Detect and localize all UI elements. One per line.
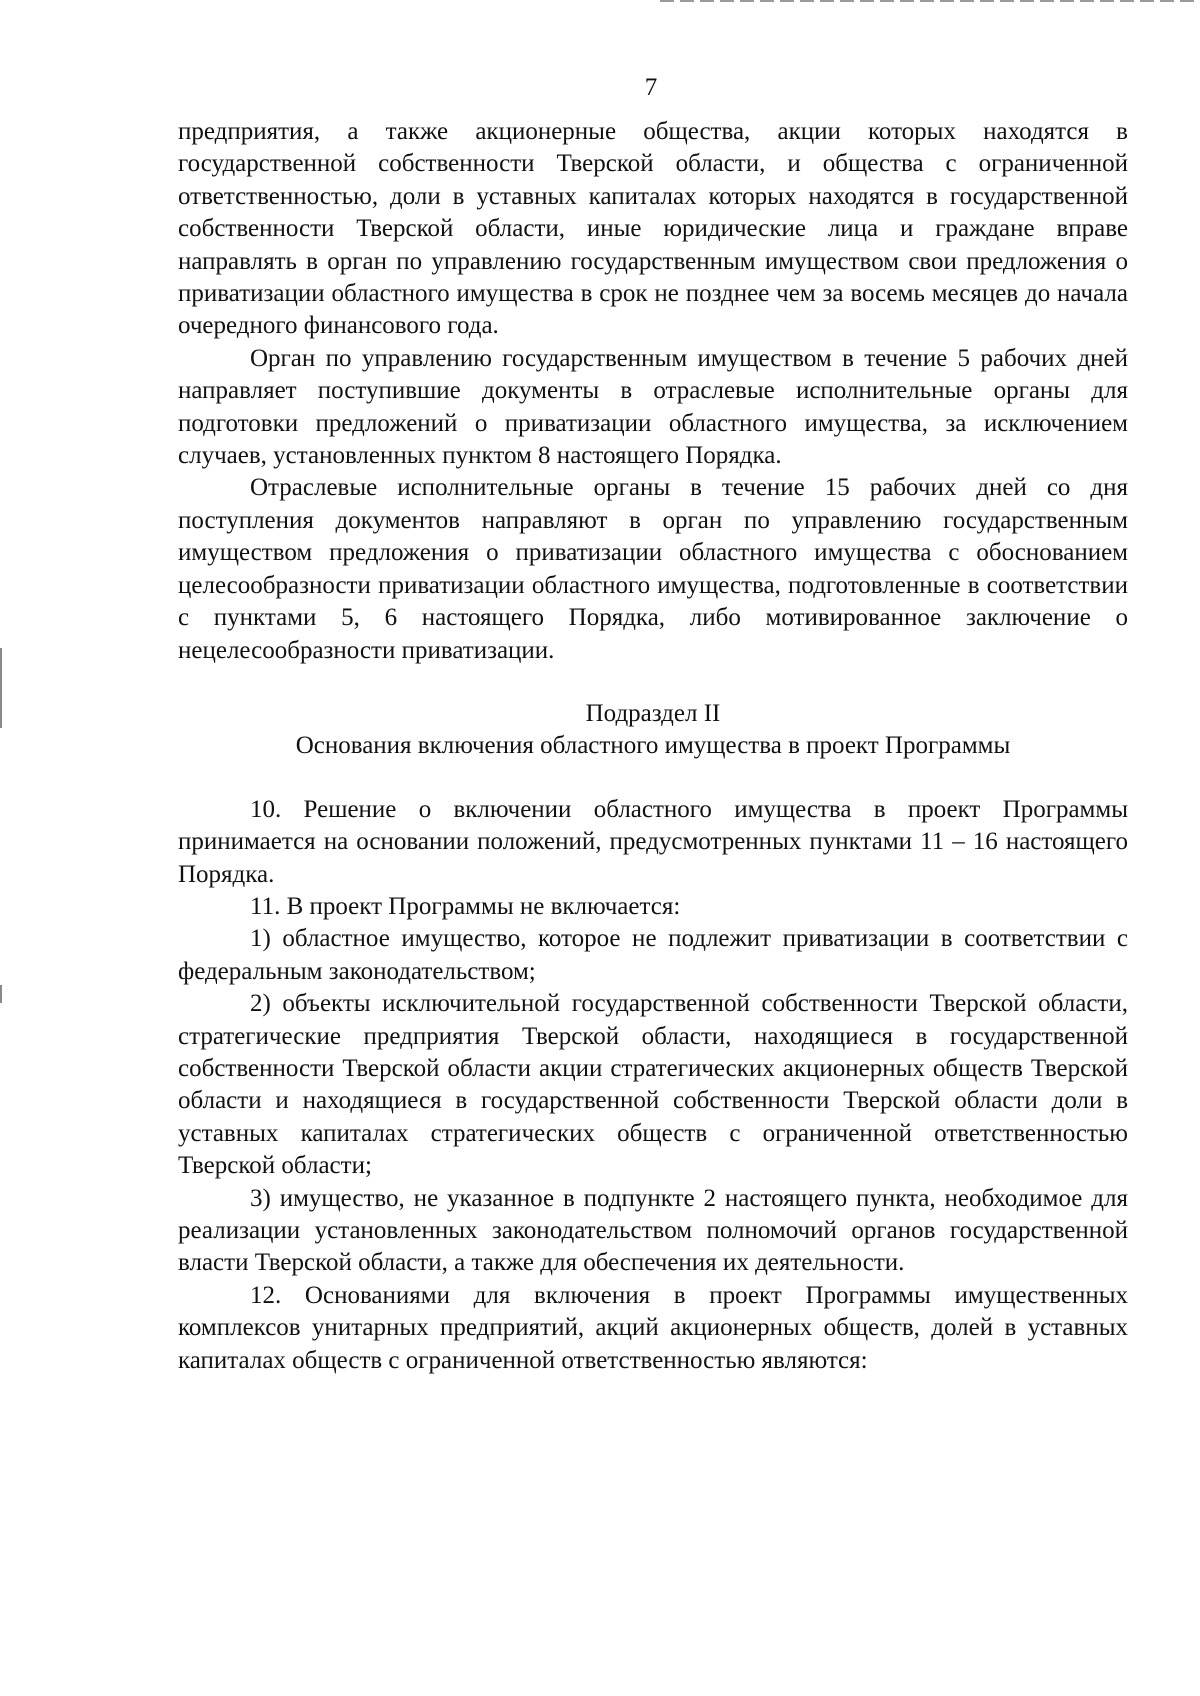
subsection-title: Подраздел II: [585, 699, 721, 727]
intro-section: [178, 116, 1128, 667]
scan-edge-mark: [0, 985, 2, 1003]
paragraph: 10. Решение о включении областного имущества в проект Программы принимается на основании положений, предусмотренных пунктами 11 – 16 настоящего Порядка.: [178, 795, 1128, 888]
subsection-body: [178, 794, 1128, 1377]
scan-edge-mark: [0, 648, 2, 728]
subsection-heading: [178, 667, 1128, 794]
list-item: 3) имущество, не указанное в подпункте 2 настоящего пункта, необходимое для реализации установленных законодательством полномочий органов государственной власти Тверской области, а также для обеспечения их деятельности.: [178, 1184, 1128, 1277]
document-body: [178, 116, 1128, 1377]
page-number: 7: [644, 74, 658, 101]
paragraph: Отраслевые исполнительные органы в течение 15 рабочих дней со дня поступления документов направляют в орган по управлению государственным имуществом предложения о приватизации областного имущества с обоснованием целесообразности приватизации областного имущества, подготовленные в соответствии с пунктами 5, 6 настоящего Порядка, либо мотивированное заключение о нецелесообразности приватизации.: [178, 474, 1128, 664]
list-item: 1) областное имущество, которое не подлежит приватизации в соответствии с федеральным законодательством;: [178, 925, 1128, 985]
paragraph: 11. В проект Программы не включается:: [250, 892, 681, 920]
paragraph: Орган по управлению государственным имуществом в течение 5 рабочих дней направляет поступившие документы в отраслевые исполнительные органы для подготовки предложений о приватизации областного имущества, за исключением случаев, установленных пунктом 8 настоящего Порядка.: [178, 344, 1128, 470]
list-item: 2) объекты исключительной государственной собственности Тверской области, стратегические предприятия Тверской области, находящиеся в государственной собственности Тверской области акции стратегических акционерных обществ Тверской области и находящиеся в государственной собственности Тверской области доли в уставных капиталах стратегических обществ с ограниченной ответственностью Тверской области;: [178, 990, 1128, 1180]
paragraph: предприятия, а также акционерные общества, акции которых находятся в государственной собственности Тверской области, и общества с ограниченной ответственностью, доли в уставных капиталах которых находятся в государственной собственности Тверской области, иные юридические лица и граждане вправе направлять в орган по управлению государственным имуществом свои предложения о приватизации областного имущества в срок не позднее чем за восемь месяцев до начала очередного финансового года.: [178, 118, 1128, 340]
scan-top-rule: [660, 0, 1200, 2]
paragraph: 12. Основаниями для включения в проект Программы имущественных комплексов унитарных предприятий, акций акционерных обществ, долей в уставных капиталах обществ с ограниченной ответственностью являются:: [178, 1281, 1128, 1374]
subsection-subtitle: Основания включения областного имущества в проект Программы: [295, 732, 1011, 760]
